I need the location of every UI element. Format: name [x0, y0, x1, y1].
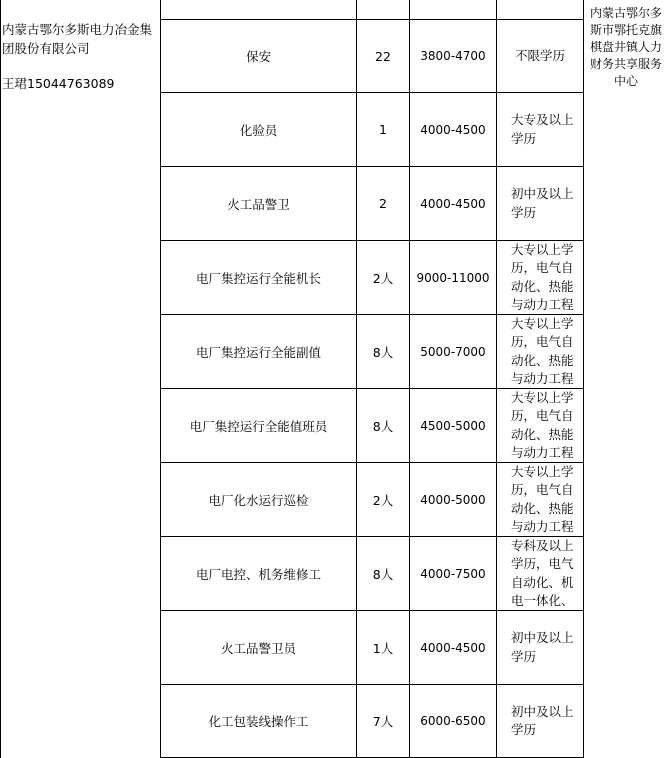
education-cell: 大专以上学历，电气自动化、热能与动力工程 [511, 389, 574, 460]
count-cell: 2人 [372, 270, 394, 286]
count-cell: 22 [375, 48, 391, 64]
position-cell: 电厂集控运行全能机长 [195, 270, 321, 286]
education-cell: 初中及以上学历 [511, 630, 574, 664]
count-cell: 1人 [372, 640, 394, 656]
work-location: 内蒙古鄂尔多斯市鄂托克旗棋盘井镇人力财务共享服务中心 [589, 6, 662, 88]
position-cell: 电厂集控运行全能副值 [195, 344, 321, 360]
education-cell: 初中及以上学历 [511, 703, 574, 737]
count-cell: 8人 [372, 566, 394, 582]
column-divider [583, 0, 584, 758]
company-cell [2, 20, 160, 93]
count-cell: 1 [379, 122, 387, 137]
count-cell: 7人 [372, 714, 394, 729]
count-cell: 2人 [372, 492, 394, 508]
position-cell: 火工品警卫 [227, 196, 290, 212]
education-cell: 大专以上学历，电气自动化、热能与动力工程 [511, 241, 574, 312]
salary-cell: 4000-5000 [420, 492, 486, 507]
position-cell: 电厂化水运行巡检 [208, 492, 309, 508]
salary-cell: 4000-4500 [420, 122, 486, 137]
education-cell: 大专及以上学历 [511, 112, 574, 146]
salary-cell: 4000-4500 [420, 640, 486, 655]
salary-cell: 4000-4500 [420, 196, 486, 211]
position-cell: 化验员 [239, 122, 278, 138]
education-cell: 大专以上学历，电气自动化、热能与动力工程 [511, 463, 574, 534]
education-cell: 初中及以上学历 [511, 186, 574, 220]
position-cell: 保安 [245, 49, 271, 64]
education-cell: 专科及以上学历，电气自动化、机电一体化、 [511, 537, 574, 608]
salary-cell: 4000-7500 [420, 566, 486, 581]
education-cell: 大专以上学历，电气自动化、热能与动力工程 [511, 315, 574, 386]
salary-cell: 6000-6500 [420, 714, 486, 728]
salary-cell: 5000-7000 [420, 344, 486, 359]
count-cell: 2 [379, 196, 387, 211]
position-cell: 电厂电控、机务维修工 [195, 566, 321, 582]
count-cell: 8人 [372, 344, 394, 360]
position-cell: 电厂集控运行全能值班员 [189, 418, 328, 434]
table-border-left [0, 0, 1, 758]
salary-cell: 4500-5000 [420, 418, 486, 433]
company-name: 内蒙古鄂尔多斯电力冶金集团股份有限公司 [2, 22, 153, 56]
salary-cell: 3800-4700 [420, 49, 486, 63]
position-cell: 火工品警卫员 [220, 640, 296, 656]
count-cell: 8人 [372, 418, 394, 434]
position-cell: 化工包装线操作工 [208, 714, 309, 729]
salary-cell: 9000-11000 [416, 270, 490, 285]
company-contact: 王珺15044763089 [2, 76, 115, 91]
education-cell: 不限学历 [514, 47, 565, 63]
